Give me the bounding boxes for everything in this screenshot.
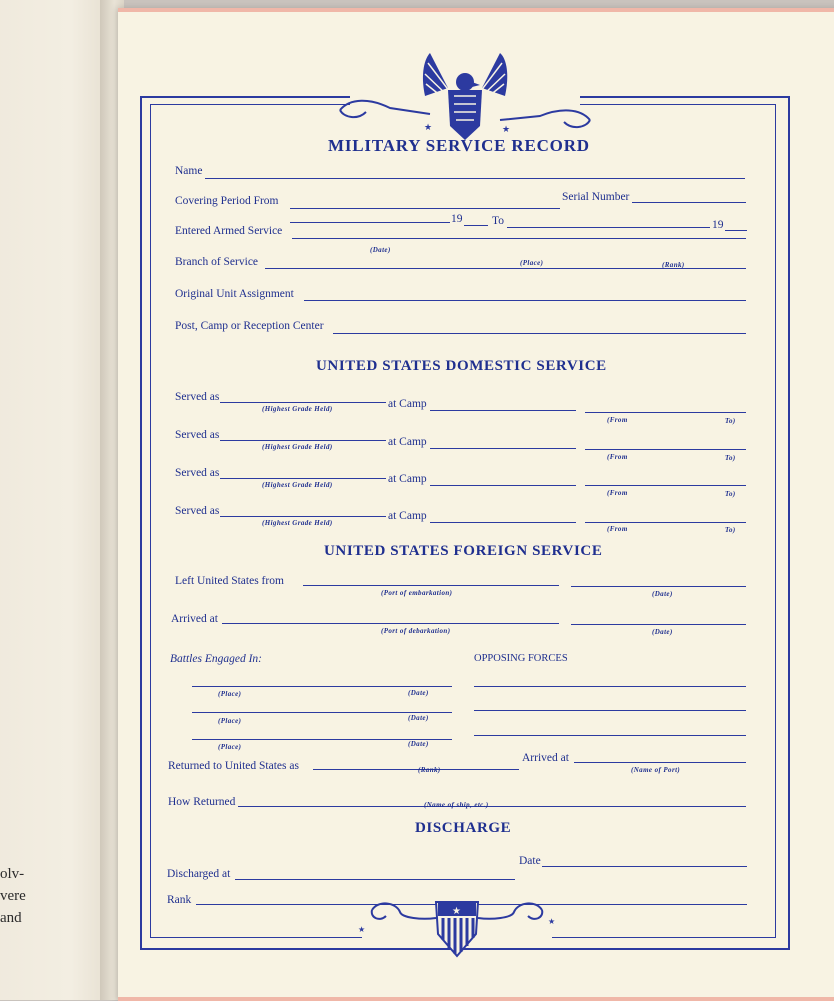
- served-grade-line-4[interactable]: [220, 516, 386, 517]
- camp-line-1[interactable]: [430, 410, 576, 411]
- served-grade-line-3[interactable]: [220, 478, 386, 479]
- served-as-label-1: Served as: [175, 391, 220, 403]
- original-unit-line[interactable]: [304, 300, 746, 301]
- battle-line-1[interactable]: [192, 686, 452, 687]
- entered-armed-service-label: Entered Armed Service: [175, 225, 283, 237]
- discharge-heading: DISCHARGE: [415, 820, 512, 836]
- dates-line-2[interactable]: [585, 449, 746, 450]
- to-hint-1: To): [725, 417, 736, 425]
- battle-date-hint-2: (Date): [408, 714, 429, 722]
- at-camp-label-4: at Camp: [388, 510, 427, 522]
- served-grade-line-1[interactable]: [220, 402, 386, 403]
- svg-text:★: ★: [548, 917, 556, 926]
- left-page-text-1: olv-: [0, 866, 25, 882]
- svg-text:★: ★: [452, 906, 461, 917]
- port-name-hint: (Name of Port): [631, 766, 681, 774]
- embark-hint: (Port of embarkation): [381, 589, 453, 597]
- left-page: [0, 0, 110, 1000]
- dates-line-1[interactable]: [585, 412, 746, 413]
- to-hint-4: To): [725, 526, 736, 534]
- camp-line-3[interactable]: [430, 485, 576, 486]
- svg-text:★: ★: [502, 124, 511, 134]
- serial-number-line[interactable]: [632, 202, 746, 203]
- left-us-port-line[interactable]: [303, 585, 559, 586]
- domestic-heading: UNITED STATES DOMESTIC SERVICE: [316, 358, 607, 374]
- to-hint-3: To): [725, 490, 736, 498]
- foreign-heading: UNITED STATES FOREIGN SERVICE: [324, 543, 603, 559]
- left-us-label: Left United States from: [175, 575, 284, 587]
- from-hint-3: (From: [607, 489, 628, 497]
- year-2-line[interactable]: [725, 230, 747, 231]
- form-title: MILITARY SERVICE RECORD: [328, 136, 590, 155]
- debark-hint: (Port of debarkation): [381, 627, 451, 635]
- served-as-label-3: Served as: [175, 467, 220, 479]
- discharge-date-label: Date: [519, 855, 541, 867]
- battle-place-hint-3: (Place): [218, 743, 242, 751]
- dates-line-3[interactable]: [585, 485, 746, 486]
- discharged-at-line[interactable]: [235, 879, 515, 880]
- left-page-text-3: and: [0, 910, 22, 926]
- opposing-line-2[interactable]: [474, 710, 746, 711]
- year-prefix-2: 19: [712, 219, 724, 231]
- left-page-text-2: vere: [0, 888, 26, 904]
- opposing-forces-label: OPPOSING FORCES: [474, 653, 568, 664]
- ship-hint: (Name of ship, etc.): [424, 801, 489, 809]
- arrived-date-hint: (Date): [652, 628, 673, 636]
- entered-rank-hint: (Rank): [662, 261, 685, 269]
- grade-hint-4: (Highest Grade Held): [262, 519, 333, 527]
- covering-period-label: Covering Period From: [175, 195, 279, 207]
- camp-line-4[interactable]: [430, 522, 576, 523]
- from-hint-2: (From: [607, 453, 628, 461]
- serial-number-label: Serial Number: [562, 191, 630, 203]
- arrived-port-line[interactable]: [222, 623, 559, 624]
- arrived-at-port-label: Arrived at: [522, 752, 569, 764]
- to-hint-2: To): [725, 454, 736, 462]
- battle-place-hint-2: (Place): [218, 717, 242, 725]
- arrived-at-label: Arrived at: [171, 613, 218, 625]
- camp-line-2[interactable]: [430, 448, 576, 449]
- from-hint-4: (From: [607, 525, 628, 533]
- year-prefix-1: 19: [451, 213, 463, 225]
- post-camp-label: Post, Camp or Reception Center: [175, 320, 324, 332]
- year-1-line[interactable]: [464, 225, 488, 226]
- opposing-line-3[interactable]: [474, 735, 746, 736]
- battle-place-hint-1: (Place): [218, 690, 242, 698]
- shield-emblem: [352, 888, 562, 960]
- entered-date-hint: (Date): [370, 246, 391, 254]
- entered-service-line[interactable]: [292, 238, 746, 239]
- covering-to-line[interactable]: [507, 227, 710, 228]
- left-us-date-line[interactable]: [571, 586, 746, 587]
- grade-hint-3: (Highest Grade Held): [262, 481, 333, 489]
- grade-hint-2: (Highest Grade Held): [262, 443, 333, 451]
- entered-place-hint: (Place): [520, 259, 544, 267]
- covering-year-line[interactable]: [290, 222, 450, 223]
- grade-hint-1: (Highest Grade Held): [262, 405, 333, 413]
- svg-text:★: ★: [358, 925, 366, 934]
- name-line[interactable]: [205, 178, 745, 179]
- at-camp-label-3: at Camp: [388, 473, 427, 485]
- returned-rank-hint: (Rank): [418, 766, 441, 774]
- dates-line-4[interactable]: [585, 522, 746, 523]
- served-as-label-4: Served as: [175, 505, 220, 517]
- svg-text:★: ★: [424, 122, 433, 132]
- left-date-hint: (Date): [652, 590, 673, 598]
- battle-date-hint-3: (Date): [408, 740, 429, 748]
- opposing-line-1[interactable]: [474, 686, 746, 687]
- at-camp-label-2: at Camp: [388, 436, 427, 448]
- discharge-date-line[interactable]: [542, 866, 747, 867]
- returned-rank-line[interactable]: [313, 769, 519, 770]
- at-camp-label-1: at Camp: [388, 398, 427, 410]
- returned-label: Returned to United States as: [168, 760, 299, 772]
- battles-label: Battles Engaged In:: [170, 653, 262, 665]
- how-returned-line[interactable]: [238, 806, 746, 807]
- rank-label: Rank: [167, 894, 192, 906]
- served-grade-line-2[interactable]: [220, 440, 386, 441]
- how-returned-label: How Returned: [168, 796, 236, 808]
- battle-date-hint-1: (Date): [408, 689, 429, 697]
- discharged-at-label: Discharged at: [167, 868, 231, 880]
- name-label: Name: [175, 165, 203, 177]
- battle-line-2[interactable]: [192, 712, 452, 713]
- eagle-emblem: [330, 48, 600, 148]
- served-as-label-2: Served as: [175, 429, 220, 441]
- arrived-port-name-line[interactable]: [574, 762, 746, 763]
- arrived-date-line[interactable]: [571, 624, 746, 625]
- post-camp-line[interactable]: [333, 333, 746, 334]
- original-unit-label: Original Unit Assignment: [175, 288, 294, 300]
- from-hint-1: (From: [607, 416, 628, 424]
- covering-from-line[interactable]: [290, 208, 560, 209]
- to-label: To: [492, 215, 504, 227]
- branch-of-service-label: Branch of Service: [175, 256, 259, 268]
